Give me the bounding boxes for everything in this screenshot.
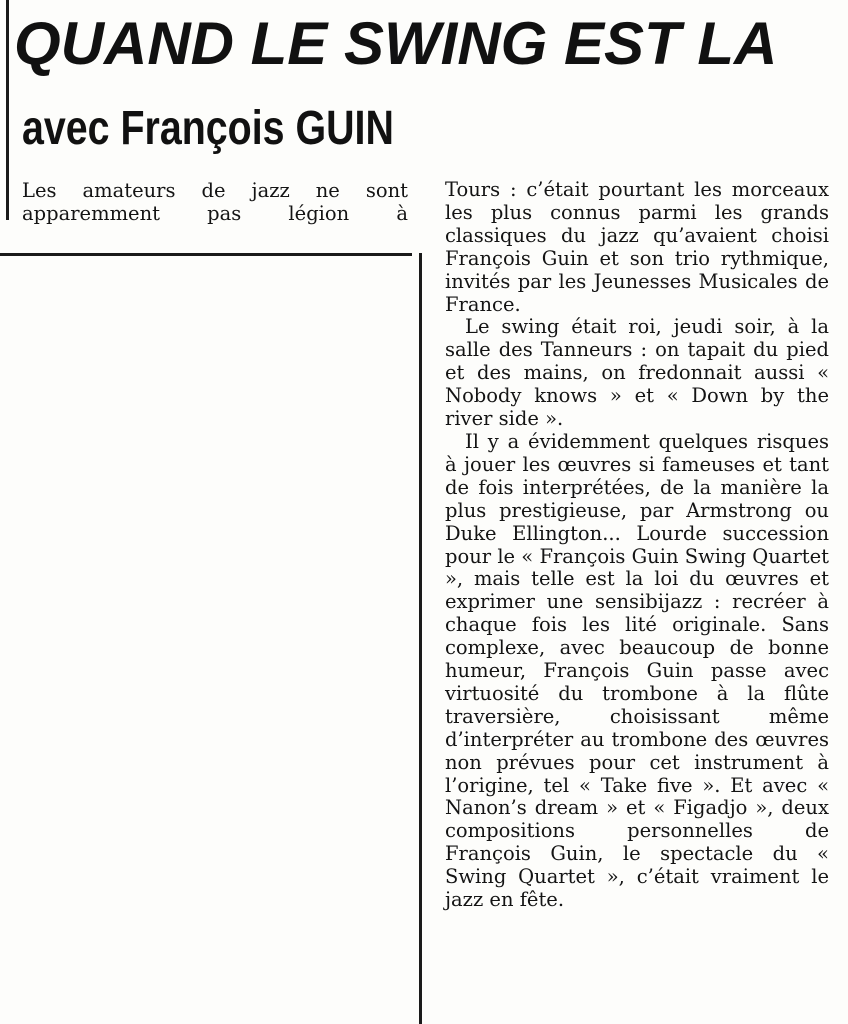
column-divider-vertical [419, 253, 422, 1024]
column-divider-horizontal [0, 253, 412, 256]
left-column [22, 180, 408, 226]
right-column [445, 179, 829, 912]
left-border-rule [6, 0, 9, 220]
headline: QUAND LE SWING EST LA [14, 10, 778, 77]
lead-paragraph: Les amateurs de jazz ne sont apparemment pas légion à [22, 179, 408, 225]
body-paragraph-2: Le swing était roi, jeudi soir, à la salle des Tanneurs : on tapait du pied et des mains, on fredonnait aussi « Nobody knows » et « Down by the river side ». [445, 315, 829, 431]
body-paragraph-1: Tours : c’était pourtant les morceaux les plus connus parmi les grands classiques du jazz qu’avaient choisi François Guin et son trio rythmique, invités par les Jeunesses Musicales de France. [445, 178, 829, 316]
body-paragraph-3: Il y a évidemment quelques risques à jouer les œuvres si fameuses et tant de fois interprétées, de la manière la plus prestigieuse, par Armstrong ou Duke Ellington... Lourde succession pour le « François Guin Swing Quartet », mais telle est la loi du œuvres et exprimer une sensibijazz : recréer à chaque fois les lité originale. Sans complexe, avec beaucoup de bonne humeur, François Guin passe avec virtuosité du trombone à la flûte traversière, choisissant même d’interpréter au trombone des œuvres non prévues pour cet instrument à l’origine, tel « Take five ». Et avec « Nanon’s dream » et « Figadjo », deux compositions personnelles de François Guin, le spectacle du « Swing Quartet », c’était vraiment le jazz en fête. [445, 429, 829, 912]
subheadline: avec François GUIN [22, 102, 394, 155]
